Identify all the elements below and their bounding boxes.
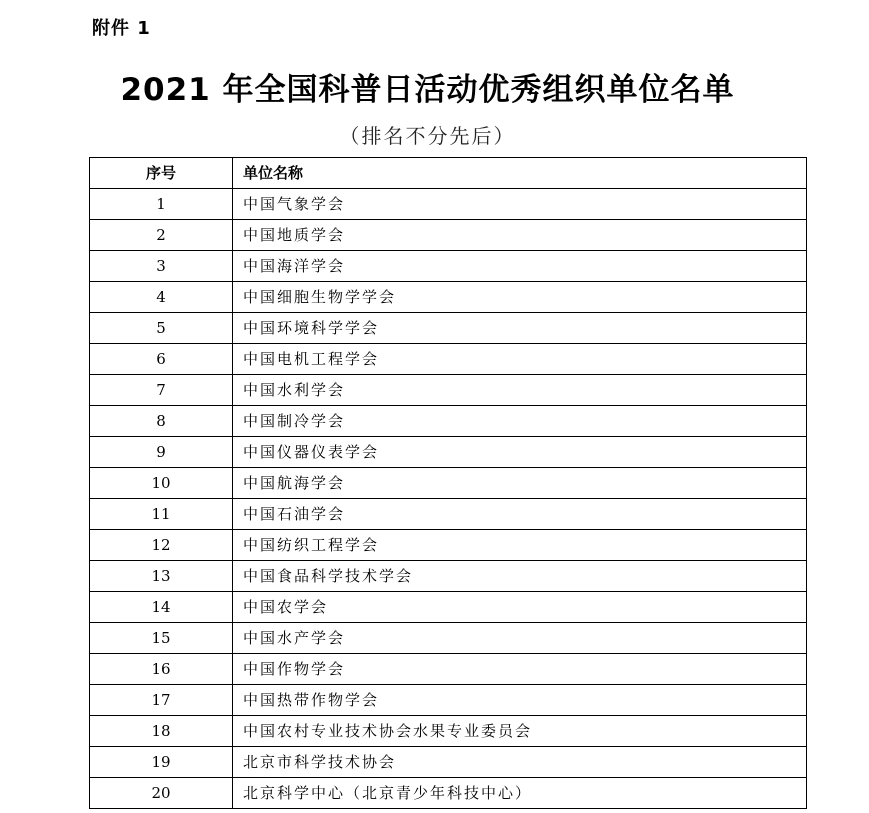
table-row xyxy=(90,251,807,282)
organization-name: 中国地质学会 xyxy=(233,220,807,251)
row-number: 5 xyxy=(90,313,233,344)
row-number: 18 xyxy=(90,716,233,747)
table-row xyxy=(90,561,807,592)
organization-name: 中国仪器仪表学会 xyxy=(233,437,807,468)
table-row xyxy=(90,778,807,809)
row-number: 19 xyxy=(90,747,233,778)
table-row xyxy=(90,406,807,437)
row-number: 6 xyxy=(90,344,233,375)
row-number: 15 xyxy=(90,623,233,654)
table-row xyxy=(90,313,807,344)
row-number: 20 xyxy=(90,778,233,809)
organization-name: 中国制冷学会 xyxy=(233,406,807,437)
table-row xyxy=(90,685,807,716)
row-number: 7 xyxy=(90,375,233,406)
table-row xyxy=(90,530,807,561)
row-number: 12 xyxy=(90,530,233,561)
table-row xyxy=(90,437,807,468)
row-number: 9 xyxy=(90,437,233,468)
table-row xyxy=(90,189,807,220)
table-row xyxy=(90,654,807,685)
row-number: 17 xyxy=(90,685,233,716)
table-row xyxy=(90,282,807,313)
table-row xyxy=(90,468,807,499)
row-number: 2 xyxy=(90,220,233,251)
organization-name: 中国农学会 xyxy=(233,592,807,623)
organization-name: 中国农村专业技术协会水果专业委员会 xyxy=(233,716,807,747)
row-number: 3 xyxy=(90,251,233,282)
table-row xyxy=(90,592,807,623)
table-row xyxy=(90,747,807,778)
organization-name: 中国细胞生物学学会 xyxy=(233,282,807,313)
table-row xyxy=(90,499,807,530)
organization-name: 中国热带作物学会 xyxy=(233,685,807,716)
organization-name: 中国石油学会 xyxy=(233,499,807,530)
organization-name: 中国水利学会 xyxy=(233,375,807,406)
row-number: 16 xyxy=(90,654,233,685)
organization-table xyxy=(89,157,807,809)
organization-name: 北京科学中心（北京青少年科技中心） xyxy=(233,778,807,809)
table-row xyxy=(90,220,807,251)
table-row xyxy=(90,375,807,406)
organization-name: 中国电机工程学会 xyxy=(233,344,807,375)
attachment-label: 附件 1 xyxy=(92,18,151,39)
organization-name: 中国航海学会 xyxy=(233,468,807,499)
page-subtitle: （排名不分先后） xyxy=(339,124,516,148)
organization-name: 中国环境科学学会 xyxy=(233,313,807,344)
organization-name: 中国食品科学技术学会 xyxy=(233,561,807,592)
table-row xyxy=(90,716,807,747)
column-header-name: 单位名称 xyxy=(233,158,807,189)
organization-name: 中国气象学会 xyxy=(233,189,807,220)
table-row xyxy=(90,623,807,654)
row-number: 4 xyxy=(90,282,233,313)
organization-name: 中国水产学会 xyxy=(233,623,807,654)
organization-name: 中国作物学会 xyxy=(233,654,807,685)
row-number: 8 xyxy=(90,406,233,437)
organization-name: 中国海洋学会 xyxy=(233,251,807,282)
column-header-number: 序号 xyxy=(90,158,233,189)
row-number: 13 xyxy=(90,561,233,592)
row-number: 1 xyxy=(90,189,233,220)
page-title: 2021 年全国科普日活动优秀组织单位名单 xyxy=(120,72,735,108)
organization-name: 北京市科学技术协会 xyxy=(233,747,807,778)
organization-name: 中国纺织工程学会 xyxy=(233,530,807,561)
row-number: 14 xyxy=(90,592,233,623)
row-number: 11 xyxy=(90,499,233,530)
table-header-row xyxy=(90,158,807,189)
row-number: 10 xyxy=(90,468,233,499)
table-row xyxy=(90,344,807,375)
